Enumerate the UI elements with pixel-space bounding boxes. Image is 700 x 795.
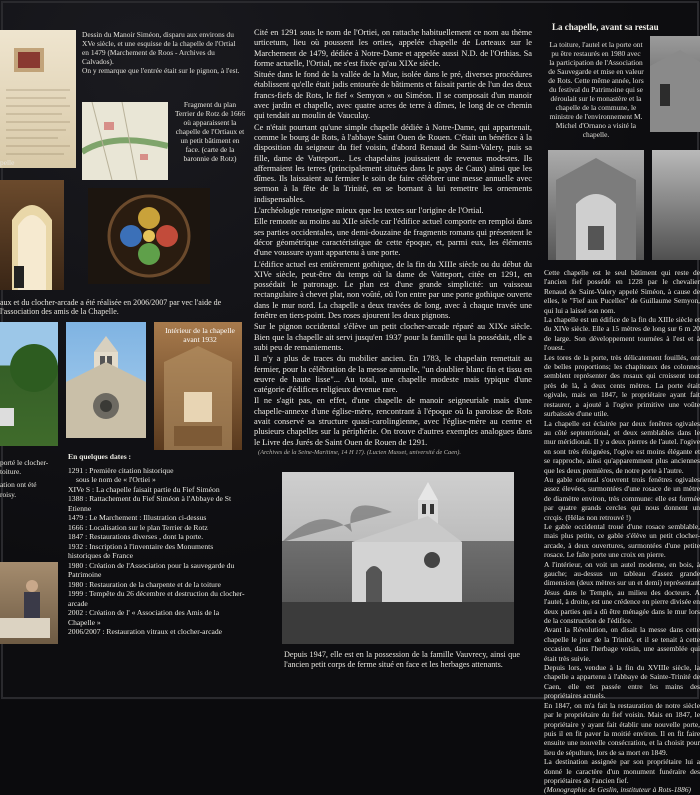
map-icon	[82, 102, 168, 180]
monograph-paragraph: La chapelle est un édifice de la fin du XIIIe siècle et du XIVe siècle. Elle a 15 mètres de long sur 6 m 20 de large. Son développement tournées à l'est et à l'ouest.	[544, 315, 700, 353]
timeline-item: 1291 : Première citation historique	[68, 465, 174, 475]
tree-icon	[0, 322, 58, 446]
source-citation: (Archives de la Seine-Maritime, 14 H 17). (Lucien Musset, université de Caen).	[258, 449, 461, 456]
history-paragraph: L'édifice actuel est entièrement gothique, de la fin du XIIIe siècle ou du début du XIVe siècle, peut-être du temps où la dame de Vatteport, citée en 1291, en possédait le patronage. Le plan est d'une grande simplicité: un vaisseau rectangulaire à chevet plat, non voûté, où l'on entre par une porte gothique ouverte dans le mur nord. La chapelle a deux travées de long, avec à chaque travée une fenêtre en tiers-point. Des roses ajourent les deux pignons.	[254, 259, 532, 321]
rose-window-icon	[88, 188, 210, 284]
ruin-icon	[650, 36, 700, 132]
intro-note: On y remarque que l'entrée était sur le pignon, à l'est.	[82, 66, 240, 75]
left-fragment-3: roisy.	[0, 490, 17, 499]
timeline-item: 2002 : Création de l' « Association des Amis de la Chapelle »	[68, 608, 220, 627]
ruin-photo-1	[650, 36, 700, 132]
cut-word: pelle	[0, 158, 15, 167]
left-fragment-2: ation ont été	[0, 480, 37, 489]
history-paragraph: Sur le pignon occidental s'élève un petit clocher-arcade réparé au XIXe siècle. Bien que la chapelle ait servi jusqu'en 1937 pour la famille qui la possédait, elle a subi peu de remaniements.	[254, 322, 532, 352]
monograph-paragraph: Depuis lors, vendue à la fin du XVIIIe siècle, la chapelle a appartenu à l'abbaye de Sainte-Trinité de Caen, elle est passée entre les mains des propriétaires actuels.	[544, 663, 700, 701]
monograph-paragraph: La destination assignée par son propriétaire lui a donné le caractère d'un monument funéraire des propriétaires de l'ancien fief.	[544, 757, 700, 785]
fragment-caption: Fragment du plan Terrier de Rotz de 1666 où apparaissent la chapelle de l'Ortiaux et un petit bâtiment en face. (carte de la baronnie de Rotz)	[174, 100, 246, 163]
history-paragraph: Il ne s'agit pas, en effet, d'une chapelle de manoir seigneuriale mais d'une chapelle-annexe d'une église-mère, rencontrant à l'époque où la paroisse de Rots avait conservé sa structure quasi-carolingienne, avec l'église-mère au centre et plusieurs chapelles sur la périphérie. On trouve d'autres exemples analogues dans le Livre des Jurés de Saint Ouen de Rouen de 1291.	[254, 396, 532, 447]
bw-chapel-photo	[282, 472, 514, 644]
timeline-item: sous le nom de « l'Ortiei »	[76, 475, 156, 484]
bw-chapel-icon	[282, 472, 514, 644]
timeline-item: 1388 : Rattachement du Fief Siméon à l'Abbaye de St Etienne	[68, 494, 232, 513]
intro-text	[82, 30, 244, 75]
monograph-paragraph: Le gable occidental troué d'une rosace semblable, mais plus petite, ce gable s'élève un petit clocher-arcade, à deux ouvertures, surmontées d'une petite rosace. Le faîte porte une croix en pierre.	[544, 521, 700, 560]
history-paragraph: Il n'y a plus de traces du mobilier ancien. En 1783, le chapelain remettait au fermier, pour la célébration de la messe annuelle, "un doublier blanc fin et tissu en œuvre de haute lisse"... Au total, une chapelle modeste mais typique d'une catégorie d'édifices religieux devenue rare.	[254, 354, 532, 395]
ruin-photo-2	[548, 150, 644, 260]
timeline-item: 2006/2007 : Restauration vitraux et clocher-arcade	[68, 627, 222, 636]
timeline-item: 1932 : Inscription à l'inventaire des Monuments historiques de France	[68, 541, 214, 560]
timeline-item: 1479 : Le Marchement : Illustration ci-dessus	[68, 513, 207, 522]
clocher-icon	[66, 322, 146, 438]
history-text	[254, 28, 532, 449]
manor-drawing-photo	[0, 30, 76, 168]
intro-paragraph: Dessin du Manoir Siméon, disparu aux environs du XVe siècle, et une esquisse de la chapelle de l'Ortial en 1479 (Marchement de Roos - Archives du Calvados).	[82, 30, 236, 66]
monograph-paragraph: En 1847, on m'a fait la restauration de notre siècle par le propriétaire du fief voisin. Mais en 1847, le propriétaire y ayant fait établir une nouvelle porte, puis il en fit paver la moitié environ. Il en fit faire ensuite une nouvelle consécration, et la choisit pour lieu de sépulture, lors de sa mort en 1849.	[544, 700, 700, 757]
clocher-arcade-photo	[66, 322, 146, 438]
rose-window-photo	[88, 188, 210, 284]
timeline-title: En quelques dates :	[68, 452, 132, 461]
monograph-text	[544, 268, 700, 795]
worker-photo	[0, 562, 58, 644]
timeline	[68, 452, 246, 637]
monograph-paragraph: Au gable oriental s'ouvrent trois fenêtres ogivales assez élevées, surmontées d'une rosace de un mètre de diamètre environ, très commune: elle est formée par quatre grands cercles qui nous donnent un crcqis. (Hélas non retrouvé !)	[544, 474, 700, 522]
timeline-item: 1666 : Localisation sur le plan Terrier de Rotz	[68, 522, 208, 532]
monograph-paragraph: Les tores de la porte, très délicatement fouillés, ont de belles proportions; les chapiteaux des colonnes semblent représenter des rosaux qui croissent tout près de là, à deux cents mètres. La porte était ogivale, mais en 1847, le propriétaire ayant fait restaurer, a ajouté à l'ogive primitive une voûte surbaissée d'une utile.	[544, 352, 700, 419]
outdoor-tree-photo	[0, 322, 58, 446]
chapel-photo-icon	[0, 180, 64, 290]
monograph-paragraph: Avant la Révolution, on disait la messe dans cette chapelle le jour de la Trinité, et il se tenait à cette occasion, dans l'herbage voisin, une assemblée qui était très suivie.	[544, 625, 700, 663]
ruin-interior-icon	[548, 150, 644, 260]
map-fragment-photo	[82, 102, 168, 180]
history-paragraph: Ce n'était pourtant qu'une simple chapelle dédiée à Notre-Dame, qui appartenait, comme le bourg de Rots, à l'abbaye Saint Ouen de Rouen. C'était un bénéfice à la disposition du seigneur du fief voisin, d'abord Renaud de Saint-Valery, puis sa fille, dame de Vatteport... Les chapelains jouissaient de revenus modestes. Ils affermaient les terres (principalement situées dans le pays de Caux) ainsi que les dîmes. Ils laissaient au fermier le soin de faire célébrer une messe annuelle avec sermon à la fête de la Trinité, en se bornant à lui remettre les ornements indispensables.	[254, 122, 532, 204]
interior-caption: Intérieur de la chapelle avant 1932	[165, 326, 235, 344]
timeline-item: 1980 : Création de l'Association pour la sauvegarde du Patrimoine	[68, 560, 235, 579]
timeline-item: 1847 : Restaurations diverses , dont la porte.	[68, 532, 204, 541]
history-paragraph: Elle remonte au moins au XIIe siècle car l'édifice actuel comporte en remploi dans ses parties occidentales, une demi-douzaine de fragments romans qui présentent le décor géométrique caractéristique de cette époque, et, parmi eux, les éléments d'une voussure ayant appartenu à une porte.	[254, 217, 532, 258]
monograph-paragraph: La chapelle est éclairée par deux fenêtres ogivales au côté septentrional, et deux semblables dans le mur méridional. Il y a deux pierres de l'autel. l'ogive en sont très éloignées, l'ogive est moins élégante et se rapproche, ainsi qu'apparemment plus anciennes que les deux premières, de notre porte à l'autre.	[544, 418, 700, 475]
timeline-item: 1980 : Restauration de la charpente et de la toiture	[68, 579, 221, 589]
right-header: La chapelle, avant sa restau	[552, 22, 659, 32]
ruin-photo-3	[652, 150, 700, 260]
chapel-interior-doorway-photo	[0, 180, 64, 290]
monograph-paragraph: Cette chapelle est le seul bâtiment qui reste de l'ancien fief possédé en 1228 par le chevalier Renaud de Saint-Valery appelé Siméon, à cause de elles, le "Fief aux Pucelles" de Guillaume Semyon, qui lui a laissé son nom.	[544, 268, 700, 315]
timeline-item: 1999 : Tempête du 26 décembre et destruction du clocher-arcade	[68, 589, 245, 608]
history-paragraph: Cité en 1291 sous le nom de l'Ortiei, on rattache habituellement ce nom au thème urticetum, lieu où poussent les orties, appelée chapelle de Lorteaux sur le Marchement de 1479, dédiée à Notre-Dame et appelée aussi N.D. de l'Orthias. Sa forme actuelle, l'Ortial, ne s'est fixée qu'au XIXe siècle.	[254, 28, 532, 68]
ownership-caption: Depuis 1947, elle est en la possession de la famille Vauvrecy, ainsi que l'ancien petit corps de ferme situé en face et les herbages attenants.	[284, 650, 520, 669]
left-fragment-1: porté le clocher-toiture.	[0, 458, 49, 476]
history-paragraph: Située dans le fond de la vallée de la Mue, isolée dans le pré, diverses procédures établissent qu'elle était jadis entourée de bâtiments et faisait partie de l'un des deux francs-fiefs de Rots, le fief « Semyon » ou Siméon. Il se composait d'un manoir avec jardin et chapelle, avec quatre acres de terre à dîmes, le long de ce chemin qui tendait au moulin de Vauculay.	[254, 70, 532, 121]
restoration-1980-text: La toiture, l'autel et la porte ont pu être restaurés en 1980 avec la participation de l'Association de Sauvegarde et mise en valeur de Rots. Cette même année, lors du festival du Patrimoine qui se déroulait sur le monastère et la chapelle de la commune, le ministre de l'environnement M. Michel d'Ornano a visité la chapelle.	[548, 40, 644, 139]
monograph-signature: (Monographie de Geslin, instituteur à Rots-1886)	[544, 785, 691, 795]
history-paragraph: L'archéologie renseigne mieux que les textes sur l'origine de l'Ortial.	[254, 206, 484, 216]
worker-icon	[0, 562, 58, 644]
timeline-item: XIVe S : La chapelle faisait partie du Fief Siméon	[68, 484, 220, 494]
monograph-paragraph: A l'intérieur, on voit un autel moderne, en bois, à gauche; au-dessus un tableau d'assez grande dimension (deux mètres sur un et demi) représentant Jésus dans le Temple, au milieu des docteurs. A l'autel, à droite, est une crédence en pierre divisée en deux parties qui a dû être ménagée dans le mur lors de la construction de l'édifice.	[544, 559, 700, 626]
restoration-caption: aux et du clocher-arcade a été réalisée en 2006/2007 par vec l'aide de l'association des amis de la Chapelle.	[0, 298, 222, 316]
person-icon	[14, 266, 24, 288]
old-drawing-icon	[0, 30, 76, 168]
